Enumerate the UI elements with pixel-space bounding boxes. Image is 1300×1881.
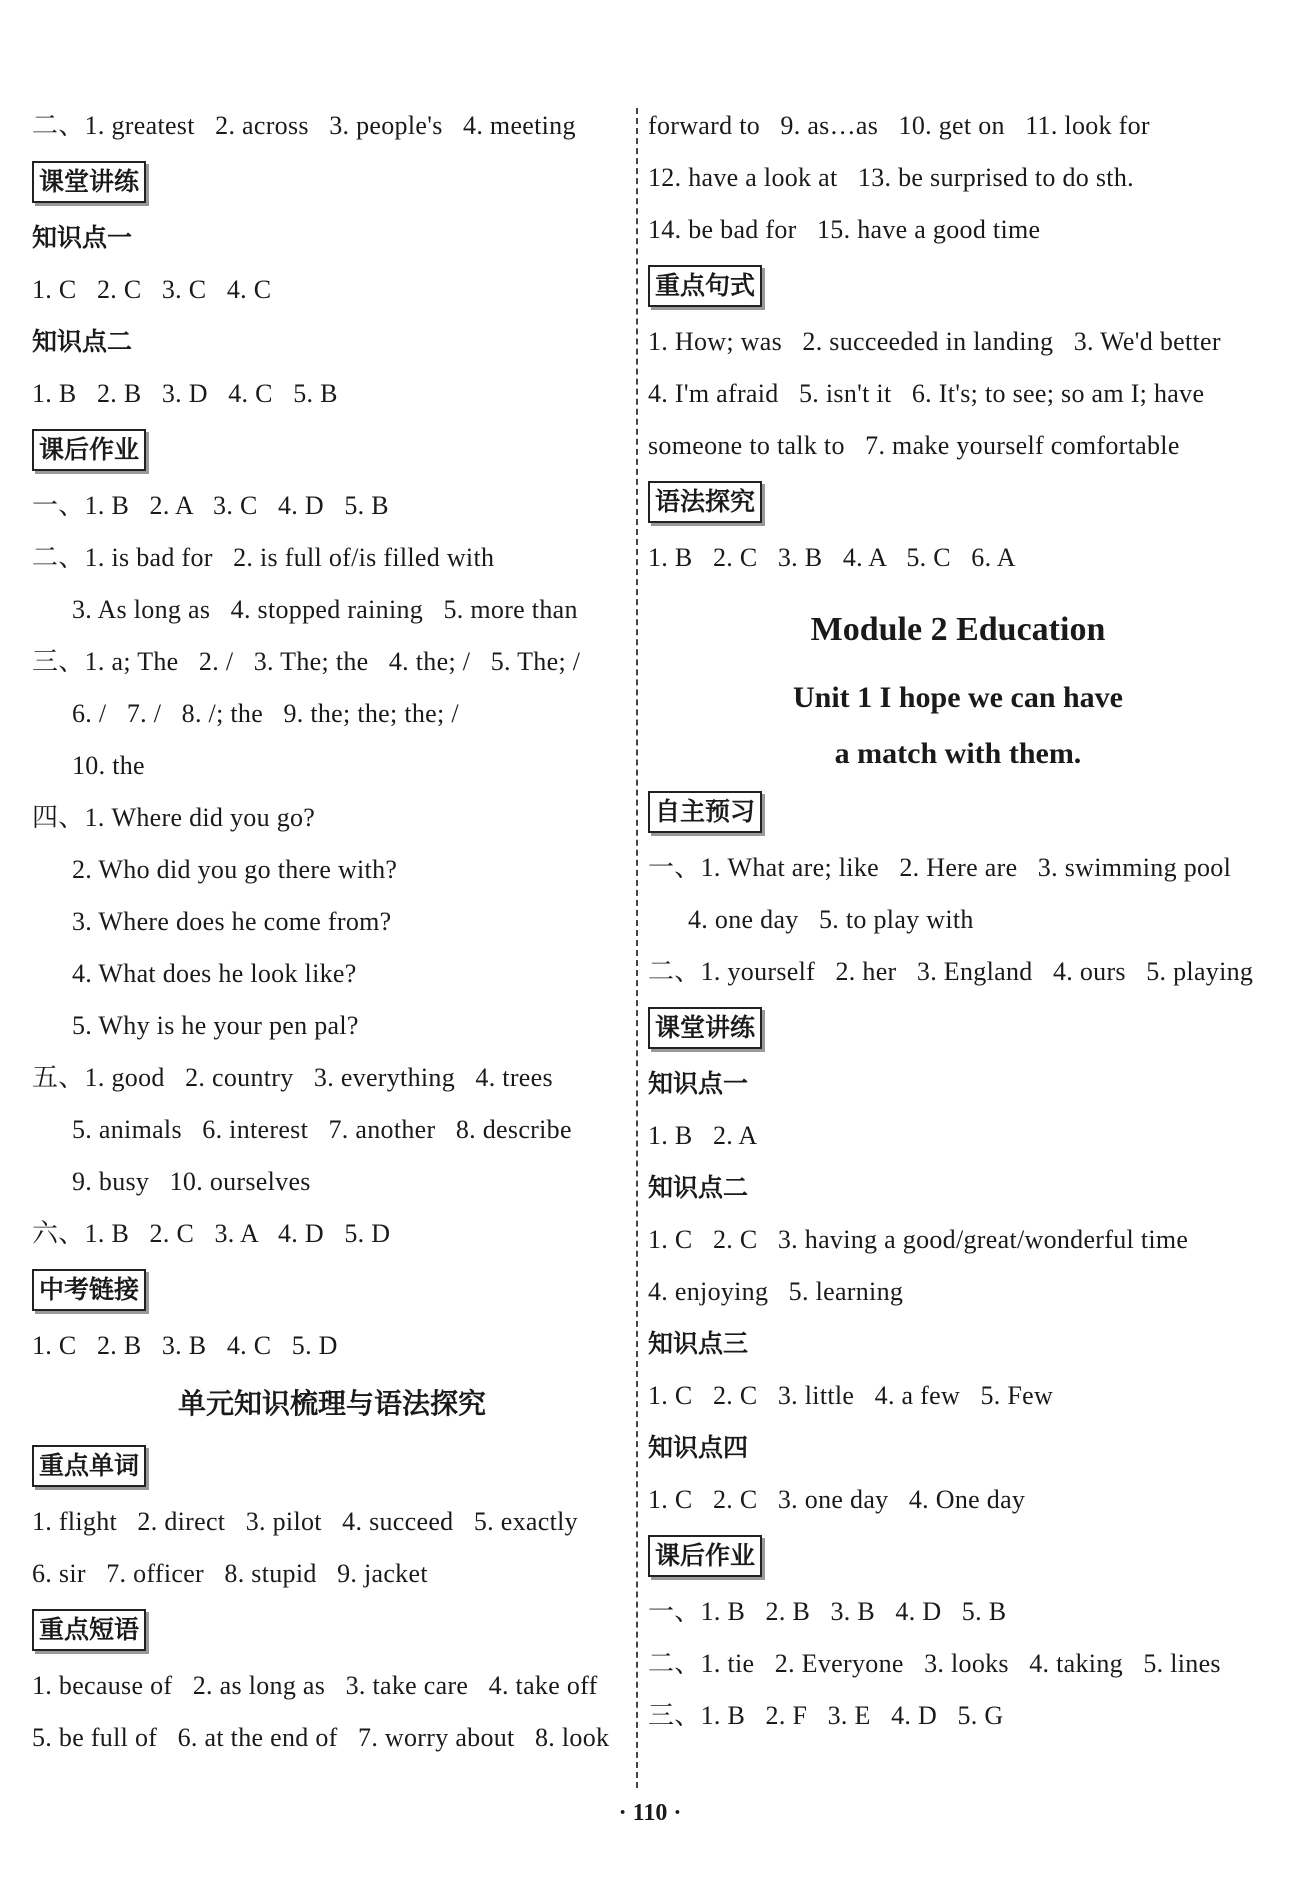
section-heading-box: 重点单词: [32, 1445, 146, 1487]
knowledge-point-heading: 知识点一: [648, 1069, 749, 1098]
answer-line: 1. C 2. C 3. having a good/great/wonderful time: [648, 1225, 1189, 1254]
section-heading-row: [32, 1260, 632, 1320]
answer-line: 四、1. Where did you go?: [32, 803, 316, 832]
answer-line: 六、1. B 2. C 3. A 4. D 5. D: [32, 1219, 391, 1248]
answer-line: 1. B 2. C 3. B 4. A 5. C 6. A: [648, 543, 1016, 572]
answer-line: 4. I'm afraid 5. isn't it 6. It's; to see; so am I; have: [648, 379, 1205, 408]
answer-line: 5. animals 6. interest 7. another 8. describe: [72, 1115, 572, 1144]
answer-line: 4. What does he look like?: [72, 959, 357, 988]
answer-line: 4. enjoying 5. learning: [648, 1277, 904, 1306]
section-heading-row: [32, 152, 632, 212]
answer-line: forward to 9. as…as 10. get on 11. look for: [648, 111, 1150, 140]
section-heading-box: 语法探究: [648, 481, 762, 523]
section-heading-box: 重点句式: [648, 265, 762, 307]
section-heading-row: [648, 256, 1268, 316]
section-heading-box: 自主预习: [648, 791, 762, 833]
answer-line: 二、1. yourself 2. her 3. England 4. ours 5. playing: [648, 957, 1254, 986]
answer-line: someone to talk to 7. make yourself comfortable: [648, 431, 1180, 460]
section-heading-row: [648, 1526, 1268, 1586]
section-title: 单元知识梳理与语法探究: [177, 1387, 486, 1420]
answer-line: 1. C 2. B 3. B 4. C 5. D: [32, 1331, 338, 1360]
answer-line: 二、1. tie 2. Everyone 3. looks 4. taking 5. lines: [648, 1649, 1221, 1678]
section-heading-box: 课后作业: [32, 429, 146, 471]
answer-line: 1. C 2. C 3. one day 4. One day: [648, 1485, 1026, 1514]
module-title: Module 2 Education: [810, 611, 1106, 648]
answer-line: 1. because of 2. as long as 3. take care 4. take off: [32, 1671, 598, 1700]
column-divider: [636, 108, 638, 1788]
answer-line: 一、1. What are; like 2. Here are 3. swimming pool: [648, 853, 1232, 882]
answer-line: 4. one day 5. to play with: [688, 905, 974, 934]
section-heading-row: [32, 1436, 632, 1496]
answer-line: 三、1. a; The 2. / 3. The; the 4. the; / 5. The; /: [32, 647, 581, 676]
knowledge-point-heading: 知识点三: [648, 1329, 749, 1358]
answer-line: 6. / 7. / 8. /; the 9. the; the; the; /: [72, 699, 459, 728]
answer-line: 1. C 2. C 3. little 4. a few 5. Few: [648, 1381, 1054, 1410]
answer-line: 三、1. B 2. F 3. E 4. D 5. G: [648, 1701, 1004, 1730]
answer-line: 一、1. B 2. A 3. C 4. D 5. B: [32, 491, 389, 520]
section-heading-box: 中考链接: [32, 1269, 146, 1311]
knowledge-point-heading: 知识点一: [32, 223, 133, 252]
answer-line: 二、1. is bad for 2. is full of/is filled with: [32, 543, 495, 572]
right-column: [648, 100, 1268, 1742]
section-heading-box: 课后作业: [648, 1535, 762, 1577]
section-heading-row: [32, 1600, 632, 1660]
answer-line: 1. B 2. B 3. D 4. C 5. B: [32, 379, 338, 408]
answer-line: 一、1. B 2. B 3. B 4. D 5. B: [648, 1597, 1007, 1626]
answer-line: 10. the: [72, 751, 145, 780]
answer-line: 3. As long as 4. stopped raining 5. more than: [72, 595, 578, 624]
page-number: · 110 ·: [618, 1800, 682, 1826]
answer-line: 3. Where does he come from?: [72, 907, 392, 936]
knowledge-point-heading: 知识点四: [648, 1433, 749, 1462]
section-heading-box: 课堂讲练: [32, 161, 146, 203]
answer-line: 二、1. greatest 2. across 3. people's 4. meeting: [32, 111, 576, 140]
left-column: [32, 100, 632, 1764]
section-heading-box: 重点短语: [32, 1609, 146, 1651]
section-heading-row: [648, 472, 1268, 532]
section-heading-box: 课堂讲练: [648, 1007, 762, 1049]
unit-title-line-1: Unit 1 I hope we can have: [792, 681, 1123, 714]
answer-line: 5. Why is he your pen pal?: [72, 1011, 359, 1040]
answer-line: 2. Who did you go there with?: [72, 855, 398, 884]
answer-line: 6. sir 7. officer 8. stupid 9. jacket: [32, 1559, 428, 1588]
answer-line: 五、1. good 2. country 3. everything 4. trees: [32, 1063, 553, 1092]
answer-line: 1. B 2. A: [648, 1121, 758, 1150]
knowledge-point-heading: 知识点二: [648, 1173, 749, 1202]
answer-line: 1. C 2. C 3. C 4. C: [32, 275, 272, 304]
section-heading-row: [32, 420, 632, 480]
answer-line: 1. flight 2. direct 3. pilot 4. succeed 5. exactly: [32, 1507, 578, 1536]
section-heading-row: [648, 782, 1268, 842]
answer-line: 9. busy 10. ourselves: [72, 1167, 311, 1196]
answer-line: 5. be full of 6. at the end of 7. worry about 8. look: [32, 1723, 610, 1752]
answer-line: 1. How; was 2. succeeded in landing 3. We'd better: [648, 327, 1221, 356]
knowledge-point-heading: 知识点二: [32, 327, 133, 356]
section-heading-row: [648, 998, 1268, 1058]
unit-title-line-2: a match with them.: [834, 737, 1082, 770]
answer-line: 12. have a look at 13. be surprised to do sth.: [648, 163, 1134, 192]
answer-line: 14. be bad for 15. have a good time: [648, 215, 1041, 244]
